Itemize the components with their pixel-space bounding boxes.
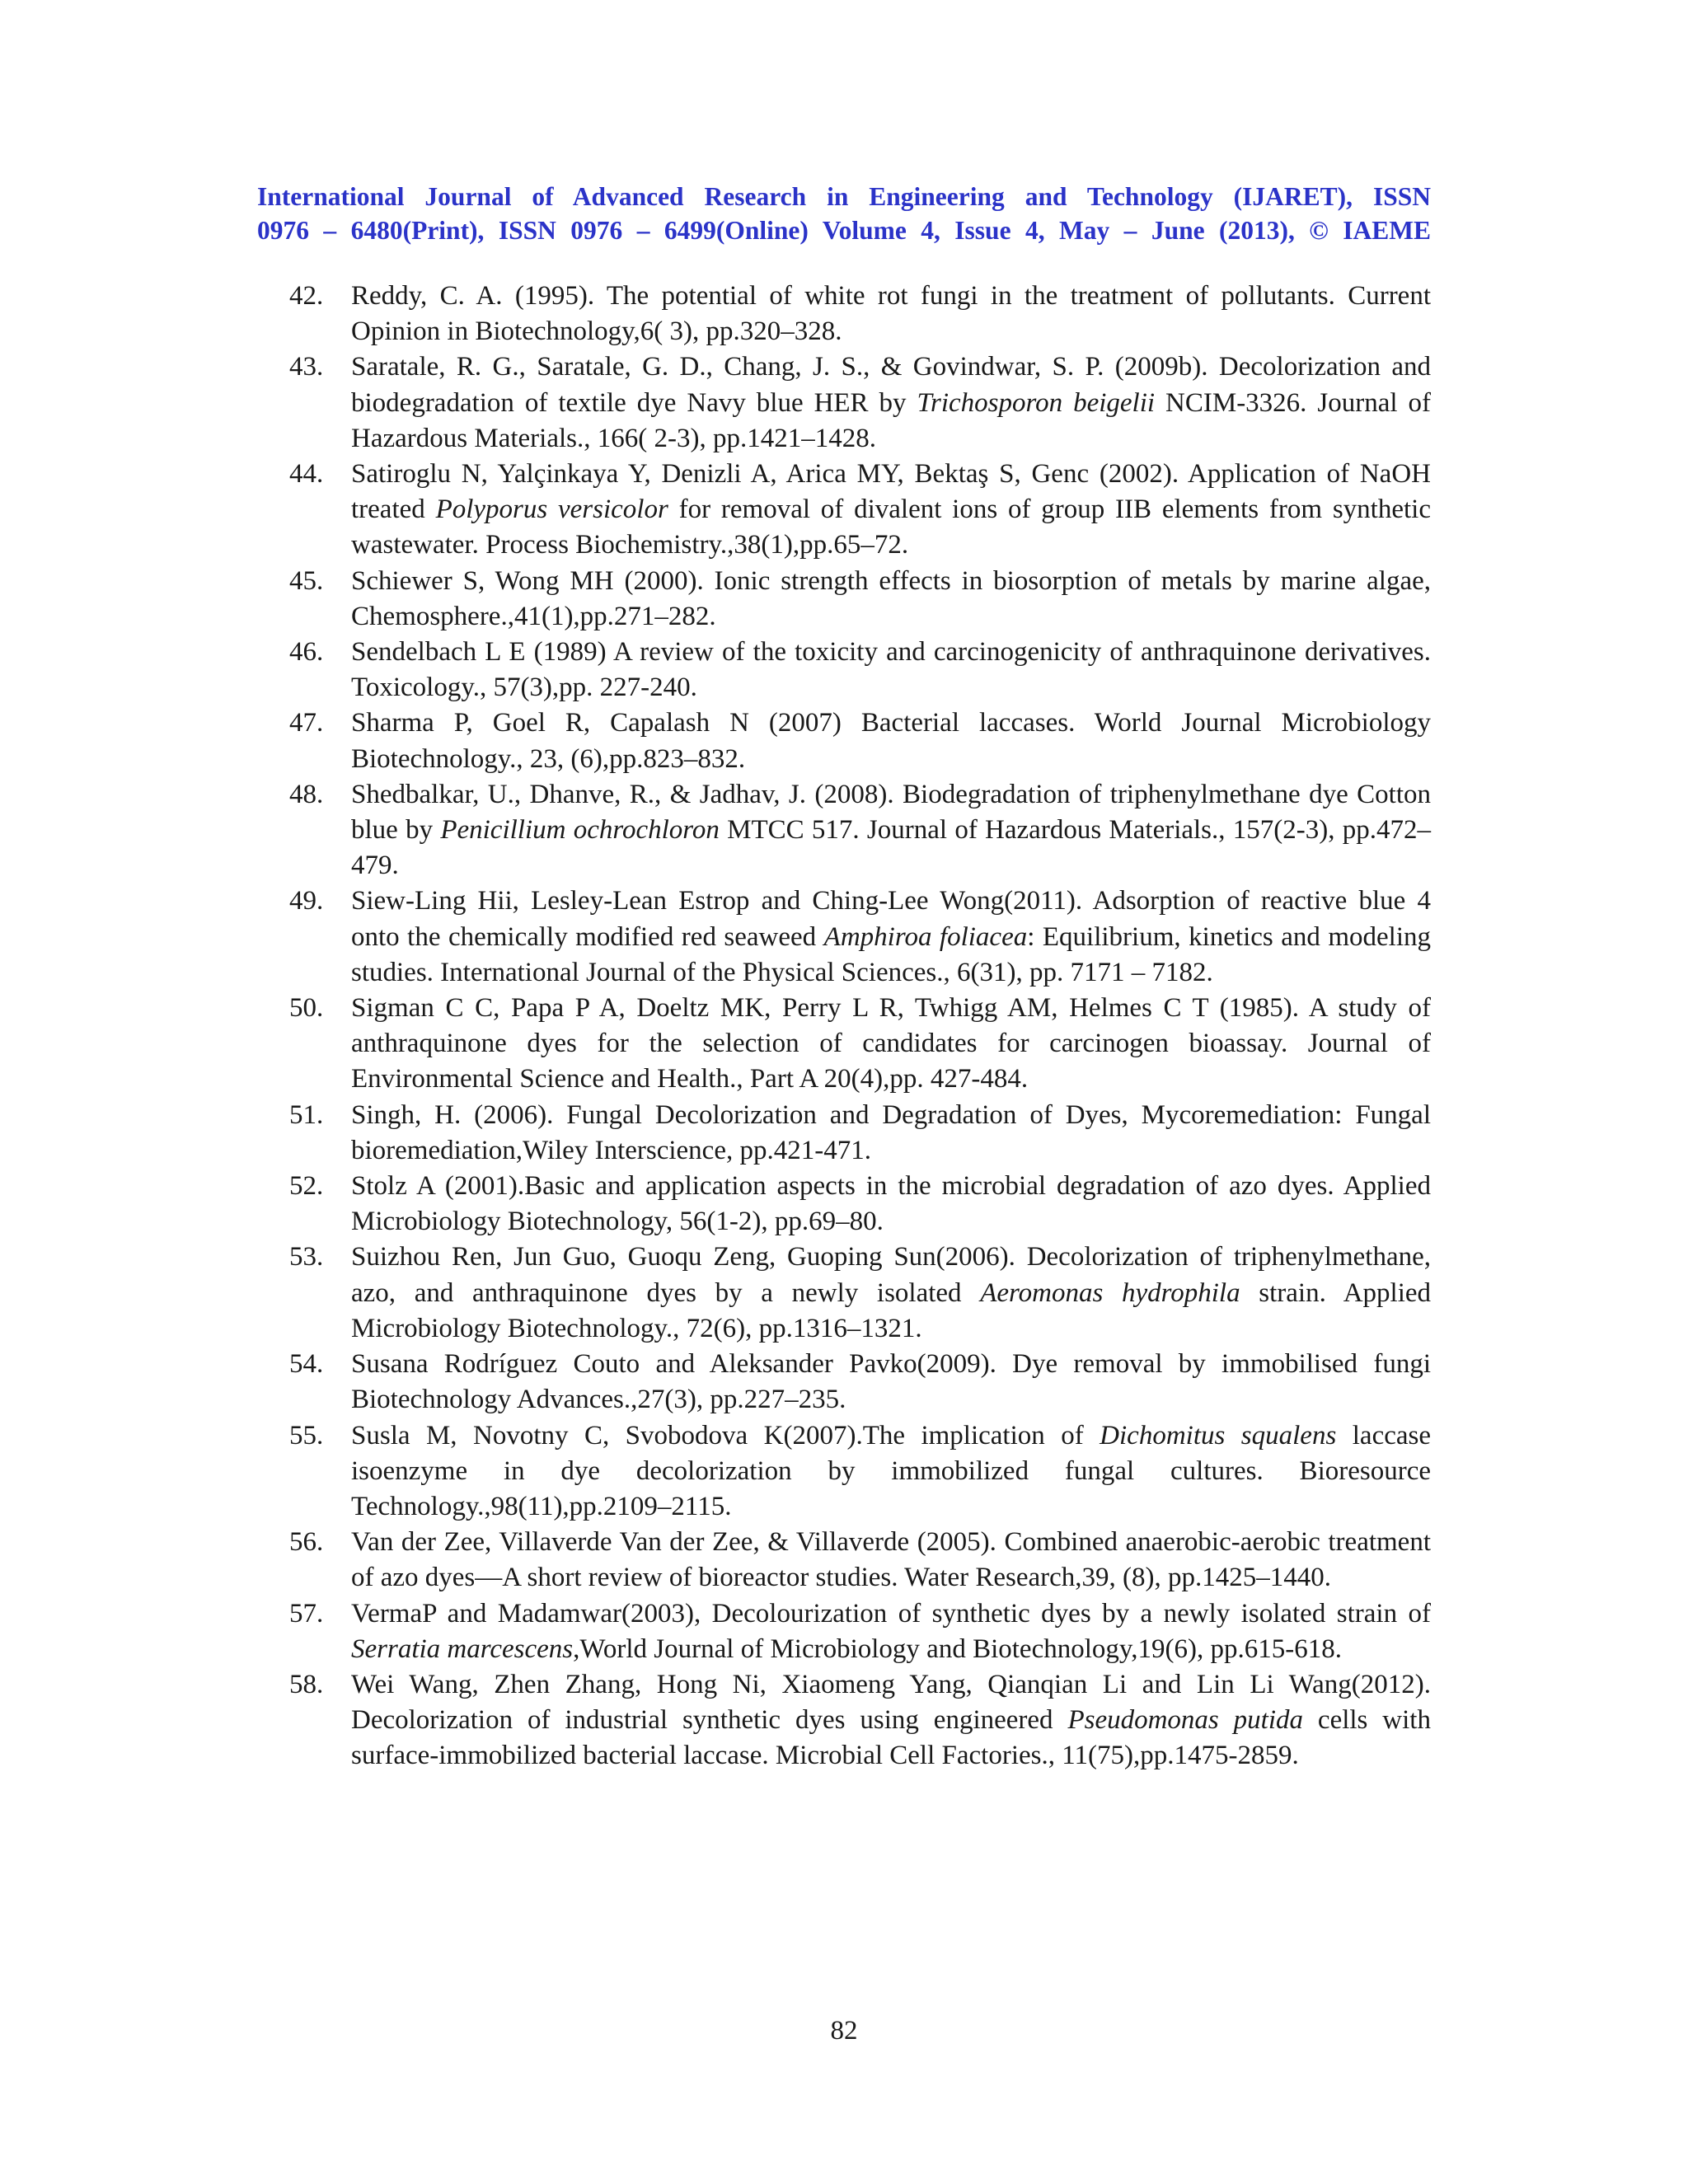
reference-number: 42. bbox=[289, 281, 324, 311]
reference-text-segment: MTCC 517. Journal of Hazardous Materials., 157(2-3), pp.472–479. bbox=[351, 815, 1431, 881]
reference-text-segment: : Equilibrium, kinetics and modeling studies. International Journal of the Physical Sciences., 6(31), pp. 7171 – 7182. bbox=[351, 921, 1431, 987]
reference-item bbox=[289, 883, 1431, 991]
reference-item bbox=[289, 1525, 1431, 1596]
reference-number: 56. bbox=[289, 1527, 324, 1558]
journal-header-line-2: 0976 – 6480(Print), ISSN 0976 – 6499(Online) Volume 4, Issue 4, May – June (2013), © IAEME bbox=[257, 216, 1431, 245]
reference-item bbox=[289, 349, 1431, 457]
reference-item bbox=[289, 1169, 1431, 1240]
reference-item bbox=[289, 1596, 1431, 1667]
reference-text bbox=[351, 1527, 1431, 1592]
reference-text-segment: for removal of divalent ions of group IIB elements from synthetic wastewater. Process Biochemistry.,38(1),pp.65–72. bbox=[351, 494, 1431, 560]
species-name-italic: Polyporus versicolor bbox=[435, 494, 668, 525]
reference-item bbox=[289, 1418, 1431, 1526]
reference-number: 50. bbox=[289, 993, 324, 1024]
reference-number: 58. bbox=[289, 1669, 324, 1699]
species-name-italic: Aeromonas hydrophila bbox=[980, 1277, 1240, 1308]
reference-text bbox=[351, 708, 1431, 773]
reference-number: 44. bbox=[289, 459, 324, 490]
journal-header-line-1: International Journal of Advanced Research in Engineering and Technology (IJARET), ISSN bbox=[257, 182, 1431, 211]
reference-text-segment: Sharma P, Goel R, Capalash N (2007) Bacterial laccases. World Journal Microbiology Biotechnology., 23, (6),pp.823–832. bbox=[351, 708, 1431, 774]
reference-text-segment: Susla M, Novotny C, Svobodova K(2007).The implication of bbox=[351, 1420, 1100, 1451]
reference-item bbox=[289, 564, 1431, 635]
reference-text bbox=[351, 886, 1431, 987]
reference-text bbox=[351, 1242, 1431, 1343]
reference-text-segment: strain. Applied Microbiology Biotechnology., 72(6), pp.1316–1321. bbox=[351, 1277, 1432, 1343]
reference-text bbox=[351, 1100, 1431, 1165]
reference-item bbox=[289, 1098, 1431, 1169]
reference-text-segment: Schiewer S, Wong MH (2000). Ionic strength effects in biosorption of metals by marine algae, Chemosphere.,41(1),pp.271–282. bbox=[351, 565, 1431, 631]
reference-text bbox=[351, 352, 1431, 452]
reference-item bbox=[289, 457, 1431, 564]
reference-item bbox=[289, 1240, 1432, 1347]
reference-text-segment: laccase isoenzyme in dye decolorization by immobilized fungal cultures. Bioresource Technology.,98(11),pp.2109–2115. bbox=[351, 1420, 1431, 1521]
reference-number: 57. bbox=[289, 1598, 324, 1629]
reference-number: 43. bbox=[289, 352, 324, 382]
reference-text bbox=[351, 459, 1431, 560]
reference-item bbox=[289, 279, 1431, 349]
reference-number: 45. bbox=[289, 565, 324, 596]
reference-item bbox=[289, 705, 1431, 776]
reference-item bbox=[289, 991, 1431, 1098]
reference-text bbox=[351, 566, 1431, 631]
reference-number: 55. bbox=[289, 1420, 324, 1451]
reference-text-segment: Suizhou Ren, Jun Guo, Guoqu Zeng, Guoping Sun(2006). Decolorization of triphenylmethane, azo, and anthraquinone dyes by a newly isolated bbox=[351, 1242, 1431, 1308]
reference-text-segment: ,World Journal of Microbiology and Biotechnology,19(6), pp.615-618. bbox=[573, 1633, 1342, 1664]
reference-number: 51. bbox=[289, 1099, 324, 1130]
species-name-italic: Penicillium ochrochloron bbox=[440, 815, 720, 846]
reference-number: 48. bbox=[289, 779, 324, 809]
reference-text-segment: Sendelbach L E (1989) A review of the toxicity and carcinogenicity of anthraquinone derivatives. Toxicology., 57(3),pp. 227-240. bbox=[351, 637, 1431, 703]
species-name-italic: Pseudomonas putida bbox=[1067, 1705, 1304, 1736]
reference-text-segment: Sigman C C, Papa P A, Doeltz MK, Perry L R, Twhigg AM, Helmes C T (1985). A study of anthraquinone dyes for the selection of candidates for carcinogen bioassay. Journal of Environmental Science and Health., Part A 20(4),pp. 427-484. bbox=[351, 993, 1431, 1094]
reference-number: 52. bbox=[289, 1171, 324, 1202]
reference-text-segment: Singh, H. (2006). Fungal Decolorization and Degradation of Dyes, Mycoremediation: Fungal bioremediation,Wiley Interscience, pp.421-471. bbox=[351, 1099, 1431, 1165]
journal-header bbox=[257, 180, 1431, 247]
reference-list bbox=[289, 279, 1432, 1774]
reference-text-segment: Wei Wang, Zhen Zhang, Hong Ni, Xiaomeng Yang, Qianqian Li and Lin Li Wang(2012). Decolorization of industrial synthetic dyes using engineered bbox=[351, 1669, 1431, 1736]
reference-text-segment: Stolz A (2001).Basic and application aspects in the microbial degradation of azo dyes. Applied Microbiology Biotechnology, 56(1-2), pp.69–80. bbox=[351, 1171, 1431, 1237]
reference-number: 49. bbox=[289, 886, 324, 916]
species-name-italic: Amphiroa foliacea bbox=[823, 921, 1028, 952]
reference-text bbox=[351, 780, 1431, 880]
reference-item bbox=[289, 1667, 1431, 1774]
reference-text-segment: VermaP and Madamwar(2003), Decolourization of synthetic dyes by a newly isolated strain of bbox=[351, 1598, 1431, 1629]
reference-text-segment: Siew-Ling Hii, Lesley-Lean Estrop and Ching-Lee Wong(2011). Adsorption of reactive blue 4 onto the chemically modified red seaweed bbox=[351, 886, 1431, 952]
reference-text-segment: Susana Rodríguez Couto and Aleksander Pavko(2009). Dye removal by immobilised fungi Biotechnology Advances.,27(3), pp.227–235. bbox=[351, 1349, 1431, 1415]
reference-number: 46. bbox=[289, 637, 324, 668]
reference-text bbox=[351, 993, 1431, 1094]
reference-text-segment: Shedbalkar, U., Dhanve, R., & Jadhav, J. (2008). Biodegradation of triphenylmethane dye Cotton blue by bbox=[351, 779, 1431, 846]
reference-text bbox=[351, 1171, 1431, 1236]
reference-text-segment: cells with surface-immobilized bacterial laccase. Microbial Cell Factories., 11(75),pp.1475-2859. bbox=[351, 1705, 1431, 1771]
reference-text-segment: NCIM-3326. Journal of Hazardous Materials., 166( 2-3), pp.1421–1428. bbox=[351, 387, 1431, 453]
reference-text bbox=[351, 637, 1431, 702]
reference-text bbox=[351, 1670, 1431, 1770]
reference-number: 54. bbox=[289, 1349, 324, 1380]
species-name-italic: Dichomitus squalens bbox=[1100, 1420, 1337, 1451]
reference-text-segment: Reddy, C. A. (1995). The potential of white rot fungi in the treatment of pollutants. Current Opinion in Biotechnology,6( 3), pp.320–328. bbox=[351, 281, 1431, 347]
reference-text-segment: Van der Zee, Villaverde Van der Zee, & Villaverde (2005). Combined anaerobic-aerobic treatment of azo dyes—A short review of bioreactor studies. Water Research,39, (8), pp.1425–1440. bbox=[351, 1527, 1431, 1593]
reference-item bbox=[289, 635, 1431, 705]
reference-text bbox=[351, 281, 1431, 346]
reference-text bbox=[351, 1599, 1431, 1664]
reference-text bbox=[351, 1421, 1431, 1521]
reference-number: 47. bbox=[289, 708, 324, 738]
reference-text-segment: Satiroglu N, Yalçinkaya Y, Denizli A, Arica MY, Bektaş S, Genc (2002). Application of NaOH treated bbox=[351, 459, 1431, 525]
species-name-italic: Serratia marcescens bbox=[351, 1633, 574, 1664]
page-number: 82 bbox=[830, 2016, 858, 2046]
reference-text bbox=[351, 1349, 1431, 1414]
reference-item bbox=[289, 1347, 1431, 1418]
reference-number: 53. bbox=[289, 1242, 324, 1272]
reference-text-segment: Saratale, R. G., Saratale, G. D., Chang, J. S., & Govindwar, S. P. (2009b). Decolorization and biodegradation of textile dye Navy blue HER by bbox=[351, 352, 1431, 418]
reference-item bbox=[289, 777, 1431, 884]
species-name-italic: Trichosporon beigelii bbox=[917, 387, 1156, 418]
